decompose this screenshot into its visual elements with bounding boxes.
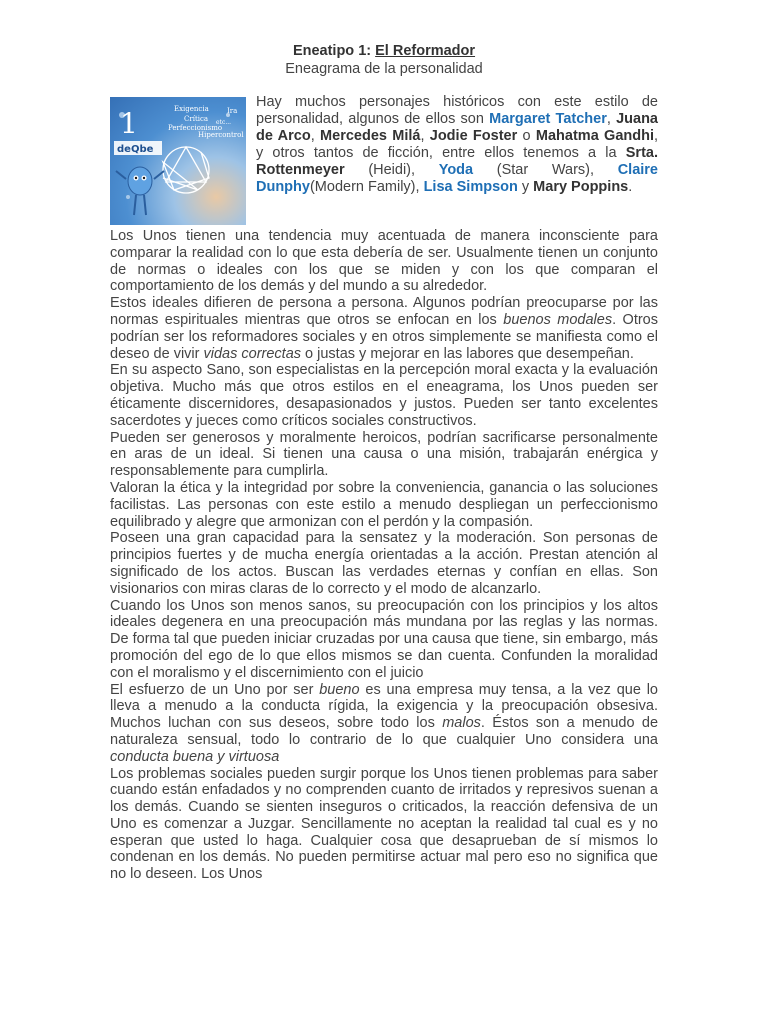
trait-critica: Crítica: [184, 115, 209, 123]
trait-hipercontrol: Hipercontrol: [198, 131, 244, 139]
intro-section: [110, 94, 658, 228]
mascot-figure: [116, 167, 164, 215]
name-lisa-simpson[interactable]: Lisa Simpson: [423, 179, 518, 195]
paragraph-5: Valoran la ética y la integridad por sobre la conveniencia, ganancia o las soluciones facilistas. Las personas con este estilo a menudo despliegan un perfeccionismo equilibrado y alegre que armonizan con el perdón y la compasión.: [110, 479, 658, 530]
name-mercedes-mila: Mercedes Milá: [320, 128, 421, 144]
paragraph-8: El esfuerzo de un Uno por ser bueno es una empresa muy tensa, a la vez que lo lleva a menudo a la conducta rígida, la exigencia y la preocupación obsesiva. Muchos luchan con sus deseos, sobre todo los malos. Éstos son a menudo de naturaleza sensual, todo lo contrario de lo que cualquier Uno considera una conducta buena y virtuosa: [110, 681, 659, 765]
body-text: [110, 228, 658, 883]
trait-perfeccionismo: Perfeccionismo: [168, 124, 223, 132]
trait-exigencia: Exigencia: [174, 105, 209, 113]
enneagram-symbol: [163, 147, 209, 193]
enneagram-illustration: [110, 97, 246, 225]
paragraph-6: Poseen una gran capacidad para la sensatez y la moderación. Son personas de principios fuertes y de mucha energía orientadas a la acción. Prestan atención al significado de los actos. Buscan las verdades eternas y confían en ellas. Son visionarios con miras claras de lo correcto y el modo de alcanzarlo.: [110, 530, 658, 597]
name-yoda[interactable]: Yoda: [438, 162, 474, 178]
name-mary-poppins: Mary Poppins: [533, 179, 629, 195]
enneagram-image: [110, 97, 246, 225]
paragraph-7: Cuando los Unos son menos sanos, su preocupación con los principios y los altos ideales degenera en una preocupación más mundana por las reglas y las normas. De forma tal que pueden iniciar cruzadas por una causa que tiene, sin embargo, más promoción del ego de lo que ellos mismos se dan cuenta. Confunden la moralidad con el moralismo y el discernimiento con el juicio: [110, 597, 658, 681]
name-mahatma-gandhi: Mahatma Gandhi: [535, 128, 654, 144]
name-juana-de-arco: Juana de Arco: [256, 111, 658, 144]
paragraph-1: Los Unos tienen una tendencia muy acentuada de manera inconsciente para comparar la realidad con lo que esta debería de ser. Usualmente tienen un conjunto de normas o ideales con los que se miden y con los que comparan el comportamiento de los demás y del mundo a su alrededor.: [110, 228, 658, 295]
name-margaret-tatcher[interactable]: Margaret Tatcher: [489, 111, 607, 127]
name-srta-rottenmeyer: Srta. Rottenmeyer: [256, 145, 658, 178]
page-title: [0, 42, 768, 60]
intro-paragraph: Hay muchos personajes históricos con este estilo de personalidad, algunos de ellos son Margaret Tatcher, Juana de Arco, Mercedes Milá, Jodie Foster o Mahatma Gandhi, y otros tantos de ficción, entre ellos tenemos a la Srta. Rottenmeyer (Heidi), Yoda (Star Wars), Claire Dunphy(Modern Family), Lisa Simpson y Mary Poppins.: [256, 94, 659, 195]
brand-logo: deQbe: [117, 144, 154, 155]
paragraph-2: Estos ideales difieren de persona a persona. Algunos podrían preocuparse por las normas espirituales mientras que otros se enfocan en los buenos modales. Otros podrían ser los reformadores sociales y en otros simplemente se manifiesta como el deseo de vivir vidas correctas o justas y mejorar en las labores que desempeñan.: [110, 295, 658, 362]
trait-ira: Ira: [227, 107, 238, 115]
title-prefix: Eneatipo 1:: [292, 43, 376, 59]
trait-etc: etc...: [216, 119, 232, 126]
page-subtitle: Eneagrama de la personalidad: [285, 61, 483, 77]
document-header: [0, 42, 768, 78]
name-claire-dunphy[interactable]: Claire Dunphy: [256, 162, 658, 195]
title-link[interactable]: El Reformador: [375, 43, 476, 59]
paragraph-3: En su aspecto Sano, son especialistas en la percepción moral exacta y la evaluación objetiva. Mucho más que otros estilos en el eneagrama, los Unos pueden ser éticamente discernidores, desapasionados y justos. Pueden ser tanto excelentes sacerdotes y jueces como críticos sociales constructivos.: [110, 362, 658, 429]
paragraph-9: Los problemas sociales pueden surgir porque los Unos tienen problemas para saber cuando están enfadados y no comprenden cuanto de irritados y represivos suenan a los demás. Cuando se sienten inseguros o criticados, la reacción defensiva de un Uno es comenzar a Juzgar. Sencillamente no aceptan la realidad tal cual es y no esperan que usted lo haga. Cualquier cosa que desaprueban de sí mismos lo condenan en los demás. No pueden permitirse actuar mal pero eso no significa que no lo deseen. Los Unos: [110, 765, 658, 883]
paragraph-4: Pueden ser generosos y moralmente heroicos, podrían sacrificarse personalmente en aras de un ideal. Si tienen una causa o una misión, trabajarán enérgica y responsablemente para cumplirla.: [110, 429, 658, 480]
name-jodie-foster: Jodie Foster: [429, 128, 518, 144]
type-number: 1: [120, 107, 138, 140]
